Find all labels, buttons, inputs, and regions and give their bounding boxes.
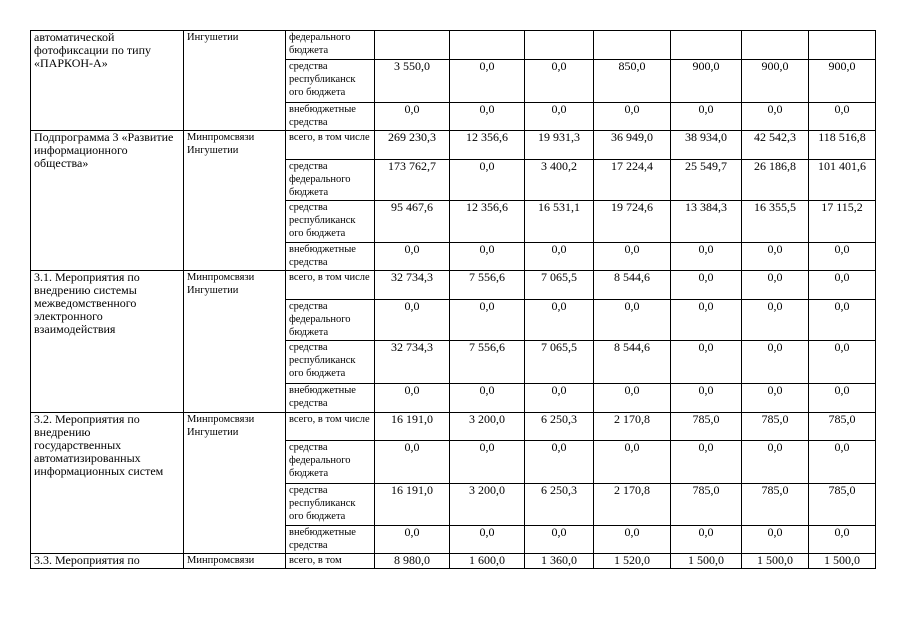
amount-cell xyxy=(671,31,742,60)
amount-cell: 0,0 xyxy=(450,441,525,484)
amount-cell: 0,0 xyxy=(450,60,525,103)
amount-cell: 19 724,6 xyxy=(594,201,671,243)
amount-cell: 38 934,0 xyxy=(671,131,742,160)
amount-cell: 1 520,0 xyxy=(594,554,671,569)
amount-cell: 0,0 xyxy=(594,243,671,271)
executor-cell: Минпромсвязи Ингушетии xyxy=(184,413,286,554)
amount-cell xyxy=(525,31,594,60)
amount-cell: 1 360,0 xyxy=(525,554,594,569)
amount-cell: 0,0 xyxy=(450,526,525,554)
amount-cell: 101 401,6 xyxy=(809,160,876,201)
amount-cell: 0,0 xyxy=(375,526,450,554)
amount-cell: 19 931,3 xyxy=(525,131,594,160)
amount-cell: 12 356,6 xyxy=(450,131,525,160)
amount-cell: 0,0 xyxy=(375,300,450,341)
amount-cell: 32 734,3 xyxy=(375,341,450,384)
amount-cell: 785,0 xyxy=(809,413,876,441)
amount-cell: 0,0 xyxy=(594,384,671,413)
amount-cell: 0,0 xyxy=(671,103,742,131)
amount-cell xyxy=(809,31,876,60)
amount-cell: 12 356,6 xyxy=(450,201,525,243)
amount-cell: 8 544,6 xyxy=(594,341,671,384)
amount-cell: 95 467,6 xyxy=(375,201,450,243)
amount-cell: 900,0 xyxy=(671,60,742,103)
funding-source-cell: средства федерального бюджета xyxy=(286,441,375,484)
amount-cell: 42 542,3 xyxy=(742,131,809,160)
amount-cell: 0,0 xyxy=(450,384,525,413)
amount-cell: 3 200,0 xyxy=(450,413,525,441)
amount-cell: 0,0 xyxy=(671,441,742,484)
amount-cell xyxy=(450,31,525,60)
amount-cell: 0,0 xyxy=(525,60,594,103)
amount-cell xyxy=(742,31,809,60)
amount-cell: 0,0 xyxy=(742,441,809,484)
amount-cell: 13 384,3 xyxy=(671,201,742,243)
executor-cell: Минпромсвязи Ингушетии xyxy=(184,131,286,271)
amount-cell: 0,0 xyxy=(742,341,809,384)
amount-cell: 0,0 xyxy=(742,243,809,271)
amount-cell: 850,0 xyxy=(594,60,671,103)
amount-cell: 1 500,0 xyxy=(809,554,876,569)
amount-cell: 0,0 xyxy=(809,526,876,554)
amount-cell: 0,0 xyxy=(450,300,525,341)
amount-cell xyxy=(375,31,450,60)
funding-source-cell: внебюджетные средства xyxy=(286,384,375,413)
table-body xyxy=(31,31,876,569)
amount-cell: 0,0 xyxy=(671,271,742,300)
funding-source-cell: всего, в том xyxy=(286,554,375,569)
funding-source-cell: внебюджетные средства xyxy=(286,103,375,131)
amount-cell: 7 065,5 xyxy=(525,271,594,300)
amount-cell: 3 550,0 xyxy=(375,60,450,103)
amount-cell: 0,0 xyxy=(742,300,809,341)
executor-cell: Ингушетии xyxy=(184,31,286,131)
amount-cell: 0,0 xyxy=(525,103,594,131)
funding-source-cell: всего, в том числе xyxy=(286,271,375,300)
amount-cell: 6 250,3 xyxy=(525,413,594,441)
program-name-cell: автоматической фотофиксации по типу «ПАРКОН-А» xyxy=(31,31,184,131)
amount-cell: 7 556,6 xyxy=(450,271,525,300)
funding-source-cell: всего, в том числе xyxy=(286,413,375,441)
amount-cell: 269 230,3 xyxy=(375,131,450,160)
amount-cell: 785,0 xyxy=(671,413,742,441)
amount-cell: 785,0 xyxy=(671,484,742,526)
amount-cell: 0,0 xyxy=(525,526,594,554)
amount-cell: 0,0 xyxy=(671,300,742,341)
funding-source-cell: средства республиканск ого бюджета xyxy=(286,341,375,384)
amount-cell: 0,0 xyxy=(809,243,876,271)
amount-cell: 8 980,0 xyxy=(375,554,450,569)
executor-cell: Минпромсвязи xyxy=(184,554,286,569)
amount-cell: 0,0 xyxy=(594,526,671,554)
amount-cell: 3 200,0 xyxy=(450,484,525,526)
amount-cell: 118 516,8 xyxy=(809,131,876,160)
program-name-cell: 3.1. Мероприятия по внедрению системы межведомственного электронного взаимодействия xyxy=(31,271,184,413)
program-name-cell: Подпрограмма 3 «Развитие информационного общества» xyxy=(31,131,184,271)
table-row xyxy=(31,131,876,160)
amount-cell: 0,0 xyxy=(671,384,742,413)
amount-cell: 785,0 xyxy=(742,484,809,526)
amount-cell: 0,0 xyxy=(742,384,809,413)
funding-source-cell: средства республиканск ого бюджета xyxy=(286,484,375,526)
amount-cell: 0,0 xyxy=(525,441,594,484)
amount-cell: 1 600,0 xyxy=(450,554,525,569)
funding-source-cell: средства федерального бюджета xyxy=(286,300,375,341)
amount-cell: 1 500,0 xyxy=(742,554,809,569)
amount-cell: 0,0 xyxy=(809,103,876,131)
amount-cell: 3 400,2 xyxy=(525,160,594,201)
executor-cell: Минпромсвязи Ингушетии xyxy=(184,271,286,413)
amount-cell: 7 556,6 xyxy=(450,341,525,384)
amount-cell: 0,0 xyxy=(742,526,809,554)
funding-source-cell: всего, в том числе xyxy=(286,131,375,160)
amount-cell: 26 186,8 xyxy=(742,160,809,201)
amount-cell: 17 224,4 xyxy=(594,160,671,201)
amount-cell: 0,0 xyxy=(375,384,450,413)
amount-cell: 0,0 xyxy=(594,441,671,484)
amount-cell: 2 170,8 xyxy=(594,484,671,526)
amount-cell: 0,0 xyxy=(742,103,809,131)
amount-cell: 0,0 xyxy=(450,103,525,131)
table-row xyxy=(31,271,876,300)
amount-cell: 0,0 xyxy=(742,271,809,300)
amount-cell: 0,0 xyxy=(525,243,594,271)
amount-cell: 8 544,6 xyxy=(594,271,671,300)
funding-source-cell: средства республиканск ого бюджета xyxy=(286,201,375,243)
amount-cell: 6 250,3 xyxy=(525,484,594,526)
amount-cell: 173 762,7 xyxy=(375,160,450,201)
table-row xyxy=(31,413,876,441)
amount-cell: 25 549,7 xyxy=(671,160,742,201)
amount-cell: 0,0 xyxy=(671,243,742,271)
amount-cell: 16 531,1 xyxy=(525,201,594,243)
amount-cell: 0,0 xyxy=(375,441,450,484)
amount-cell: 0,0 xyxy=(809,384,876,413)
amount-cell: 16 191,0 xyxy=(375,484,450,526)
funding-source-cell: федерального бюджета xyxy=(286,31,375,60)
amount-cell: 7 065,5 xyxy=(525,341,594,384)
amount-cell: 0,0 xyxy=(525,300,594,341)
funding-source-cell: внебюджетные средства xyxy=(286,526,375,554)
amount-cell: 0,0 xyxy=(671,341,742,384)
amount-cell: 32 734,3 xyxy=(375,271,450,300)
funding-source-cell: средства федерального бюджета xyxy=(286,160,375,201)
amount-cell: 0,0 xyxy=(809,271,876,300)
program-name-cell: 3.2. Мероприятия по внедрению государственных автоматизированных информационных систем xyxy=(31,413,184,554)
amount-cell: 0,0 xyxy=(525,384,594,413)
amount-cell: 785,0 xyxy=(742,413,809,441)
program-name-cell: 3.3. Мероприятия по xyxy=(31,554,184,569)
amount-cell: 16 355,5 xyxy=(742,201,809,243)
amount-cell: 36 949,0 xyxy=(594,131,671,160)
amount-cell: 900,0 xyxy=(742,60,809,103)
amount-cell: 0,0 xyxy=(809,441,876,484)
amount-cell: 0,0 xyxy=(375,243,450,271)
table-row xyxy=(31,31,876,60)
amount-cell: 785,0 xyxy=(809,484,876,526)
amount-cell: 17 115,2 xyxy=(809,201,876,243)
amount-cell xyxy=(594,31,671,60)
amount-cell: 0,0 xyxy=(809,300,876,341)
amount-cell: 0,0 xyxy=(450,160,525,201)
amount-cell: 0,0 xyxy=(594,300,671,341)
table-row xyxy=(31,554,876,569)
budget-table xyxy=(30,30,876,569)
amount-cell: 2 170,8 xyxy=(594,413,671,441)
amount-cell: 16 191,0 xyxy=(375,413,450,441)
amount-cell: 0,0 xyxy=(375,103,450,131)
amount-cell: 0,0 xyxy=(450,243,525,271)
amount-cell: 0,0 xyxy=(594,103,671,131)
amount-cell: 1 500,0 xyxy=(671,554,742,569)
amount-cell: 0,0 xyxy=(671,526,742,554)
funding-source-cell: внебюджетные средства xyxy=(286,243,375,271)
amount-cell: 900,0 xyxy=(809,60,876,103)
amount-cell: 0,0 xyxy=(809,341,876,384)
funding-source-cell: средства республиканск ого бюджета xyxy=(286,60,375,103)
